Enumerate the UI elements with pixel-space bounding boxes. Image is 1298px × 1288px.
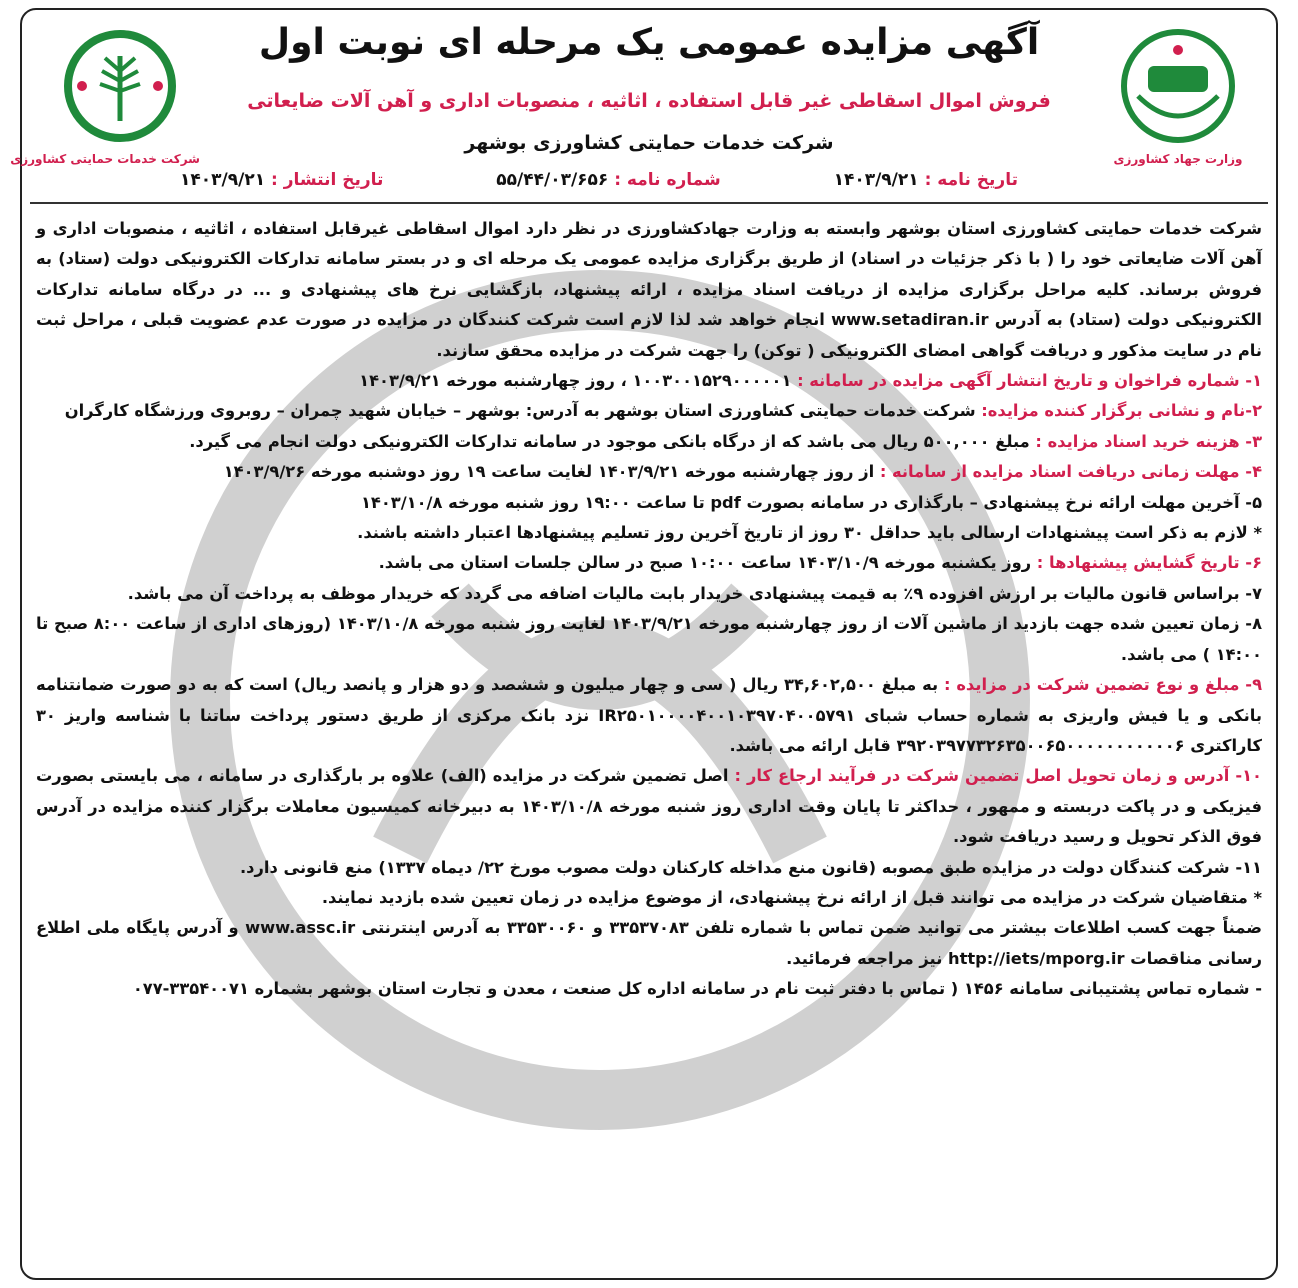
- list-item: [36, 761, 1262, 852]
- contact-text-2: و آدرس پایگاه ملی اطلاع رسانی مناقصات: [36, 918, 1262, 968]
- list-item: [36, 579, 1262, 609]
- list-item: [36, 853, 1262, 883]
- publish-date-label: تاریخ انتشار :: [271, 170, 384, 190]
- item-label: ۶- تاریخ گشایش پیشنهادها :: [1036, 553, 1262, 573]
- item-label: ۱۰- آدرس و زمان تحویل اصل تضمین شرکت در فرآیند ارجاع کار :: [734, 766, 1262, 786]
- item-text: ۷- براساس قانون مالیات بر ارزش افزوده ۹٪ به قیمت پیشنهادی خریدار بابت مالیات اضافه می گردد که خریدار موظف به پرداخت آن می باشد.: [127, 583, 1262, 603]
- list-item: [36, 670, 1262, 761]
- letter-number-label: شماره نامه :: [614, 170, 721, 190]
- letter-date-value: ۱۴۰۳/۹/۲۱: [833, 170, 919, 190]
- header-divider: [30, 202, 1268, 204]
- item-text: مبلغ ۵۰۰,۰۰۰ ریال می باشد که از درگاه بانکی موجود در سامانه تدارکات الکترونیکی دولت انجام می گیرد.: [189, 431, 1030, 451]
- company-caption: شرکت خدمات حمایتی کشاورزی: [10, 152, 200, 166]
- item-label: ۱- شماره فراخوان و تاریخ انتشار آگهی مزایده در سامانه :: [797, 371, 1262, 391]
- intro-text: شرکت خدمات حمایتی کشاورزی استان بوشهر وابسته به وزارت جهادکشاورزی در نظر دارد اموال اسقاطی غیرقابل استفاده ، اثاثیه ، منصوبات اداری و آهن آلات ضایعاتی خود را ( با ذکر جزئیات در اسناد) از طریق برگزاری مزایده عمومی یک مرحله ای و در بستر سامانه تدارکات الکترونیکی دولت (ستاد) به فروش برساند. کلیه مراحل برگزاری مزایده از دریافت اسناد مزایده ، ارائه پیشنهاد، بازگشایی نرخ های پیشنهادی و ... در درگاه سامانه تدارکات الکترونیکی دولت (ستاد) به آدرس: [36, 219, 1262, 330]
- item-label: ۲-نام و نشانی برگزار کننده مزایده:: [981, 401, 1262, 421]
- company-logo: [10, 26, 200, 186]
- contact-text-3: نیز مراجعه فرمائید.: [786, 948, 943, 968]
- item-text: * لازم به ذکر است پیشنهادات ارسالی باید حداقل ۳۰ روز از تاریخ آخرین روز تسلیم پیشنهادها اعتبار داشته باشند.: [357, 523, 1262, 543]
- item-text: ۱۱- شرکت کنندگان دولت در مزایده طبق مصوبه (قانون منع مداخله کارکنان دولت مصوب مورخ ۲۲/ دیماه ۱۳۳۷) منع قانونی دارد.: [239, 857, 1262, 877]
- list-item: [36, 548, 1262, 578]
- letter-date: [834, 170, 1018, 190]
- list-item: [36, 366, 1262, 396]
- support-line: - شماره تماس پشتیبانی سامانه ۱۴۵۶ ( تماس با دفتر ثبت نام در سامانه اداره کل صنعت ، معدن و تجارت استان بوشهر بشماره ۳۳۵۴۰۰۷۱-۰۷۷: [132, 979, 1262, 999]
- contact-paragraph: [36, 913, 1262, 974]
- publish-date-value: ۱۴۰۳/۹/۲۱: [180, 170, 266, 190]
- jahad-logo-icon: [1118, 26, 1238, 146]
- item-text: * متقاضیان شرکت در مزایده می توانند قبل از ارائه نرخ پیشنهادی، از موضوع مزایده در زمان تعیین شده بازدید نمایند.: [321, 887, 1262, 907]
- letter-meta: [180, 170, 1018, 190]
- item-text: به مبلغ ۳۴,۶۰۲,۵۰۰ ریال ( سی و چهار میلیون و ششصد و دو هزار و پانصد ریال) است که به دو صورت ضمانتنامه بانکی و یا فیش واریزی به شماره حساب شبای IR۲۵۰۱۰۰۰۰۴۰۰۱۰۳۹۷۰۴۰۰۵۷۹۱ نزد بانک مرکزی از طریق دستور پرداخت ساتنا با شناسه واریز ۳۰ کاراکتری ۳۹۲۰۳۹۷۷۳۲۶۳۵۰۰۶۵۰۰۰۰۰۰۰۰۰۰۰۶ قابل ارائه می باشد.: [36, 675, 1262, 755]
- item-text: ۸- زمان تعیین شده جهت بازدید از ماشین آلات از روز چهارشنبه مورخه ۱۴۰۳/۹/۲۱ لغایت روز شنبه مورخه ۱۴۰۳/۱۰/۸ (روزهای اداری از ساعت ۸:۰۰ صبح تا ۱۴:۰۰ ) می باشد.: [36, 614, 1262, 664]
- item-label: ۴- مهلت زمانی دریافت اسناد مزایده از سامانه :: [879, 462, 1262, 482]
- assc-link[interactable]: www.assc.ir: [245, 918, 356, 938]
- letter-number-value: ۵۵/۴۴/۰۳/۶۵۶: [496, 170, 609, 190]
- publish-date: [180, 170, 383, 190]
- list-item: [36, 457, 1262, 487]
- item-text: از روز چهارشنبه مورخه ۱۴۰۳/۹/۲۱ لغایت ساعت ۱۹ روز دوشنبه مورخه ۱۴۰۳/۹/۲۶: [223, 462, 875, 482]
- item-label: ۳- هزینه خرید اسناد مزایده :: [1035, 431, 1262, 451]
- page-title: آگهی مزایده عمومی یک مرحله ای نوبت اول: [258, 22, 1040, 63]
- list-item: [36, 396, 1262, 426]
- item-text: ۱۰۰۳۰۰۱۵۲۹۰۰۰۰۰۱ ، روز چهارشنبه مورخه ۱۴۰۳/۹/۲۱: [359, 371, 792, 391]
- notice-body: [36, 214, 1262, 1005]
- list-item: [36, 427, 1262, 457]
- item-text: شرکت خدمات حمایتی کشاورزی استان بوشهر به آدرس: بوشهر – خیابان شهید چمران – روبروی ورزشگاه کارگران: [64, 401, 976, 421]
- iets-link[interactable]: http://iets/mporg.ir: [948, 948, 1125, 968]
- intro-paragraph: [36, 214, 1262, 366]
- wheat-logo-icon: [60, 26, 180, 146]
- company-name: شرکت خدمات حمایتی کشاورزی بوشهر: [464, 132, 834, 154]
- contact-text: ضمناً جهت کسب اطلاعات بیشتر می توانید ضمن تماس با شماره تلفن ۳۳۵۳۷۰۸۳ و ۳۳۵۳۰۰۶۰ به آدرس اینترنتی: [361, 918, 1262, 938]
- item-text: اصل تضمین شرکت در مزایده (الف) علاوه بر بارگذاری در سامانه ، می بایستی بصورت فیزیکی و در پاکت دربسته و ممهور ، حداکثر تا پایان وقت اداری روز شنبه مورخه ۱۴۰۳/۱۰/۸ به دبیرخانه کمیسیون معاملات برگزار کننده مزایده در آدرس فوق الذکر تحویل و رسید دریافت شود.: [36, 766, 1262, 847]
- setad-link[interactable]: www.setadiran.ir: [831, 310, 989, 330]
- letter-date-label: تاریخ نامه :: [924, 170, 1018, 190]
- item-text: ۵- آخرین مهلت ارائه نرخ پیشنهادی – بارگذاری در سامانه بصورت pdf تا ساعت ۱۹:۰۰ روز شنبه مورخه ۱۴۰۳/۱۰/۸: [360, 492, 1262, 512]
- letter-number: [496, 170, 721, 190]
- list-item: [36, 518, 1262, 548]
- page-subtitle: فروش اموال اسقاطی غیر قابل استفاده ، اثاثیه ، منصوبات اداری و آهن آلات ضایعاتی: [247, 90, 1051, 112]
- list-item: [36, 883, 1262, 913]
- list-item: [36, 609, 1262, 670]
- ministry-logo: [1098, 26, 1258, 186]
- ministry-caption: وزارت جهاد کشاورزی: [1113, 152, 1243, 166]
- item-text: روز یکشنبه مورخه ۱۴۰۳/۱۰/۹ ساعت ۱۰:۰۰ صبح در سالن جلسات استان می باشد.: [378, 553, 1032, 573]
- item-label: ۹- مبلغ و نوع تضمین شرکت در مزایده :: [943, 675, 1263, 695]
- list-item: [36, 488, 1262, 518]
- intro-end-text: انجام خواهد شد لذا لازم است شرکت کنندگان در مزایده در صورت عدم عضویت قبلی ، مراحل ثبت نام در سایت مذکور و دریافت گواهی امضای الکترونیکی ( توکن) را جهت شرکت در مزایده محقق سازند.: [36, 310, 1262, 360]
